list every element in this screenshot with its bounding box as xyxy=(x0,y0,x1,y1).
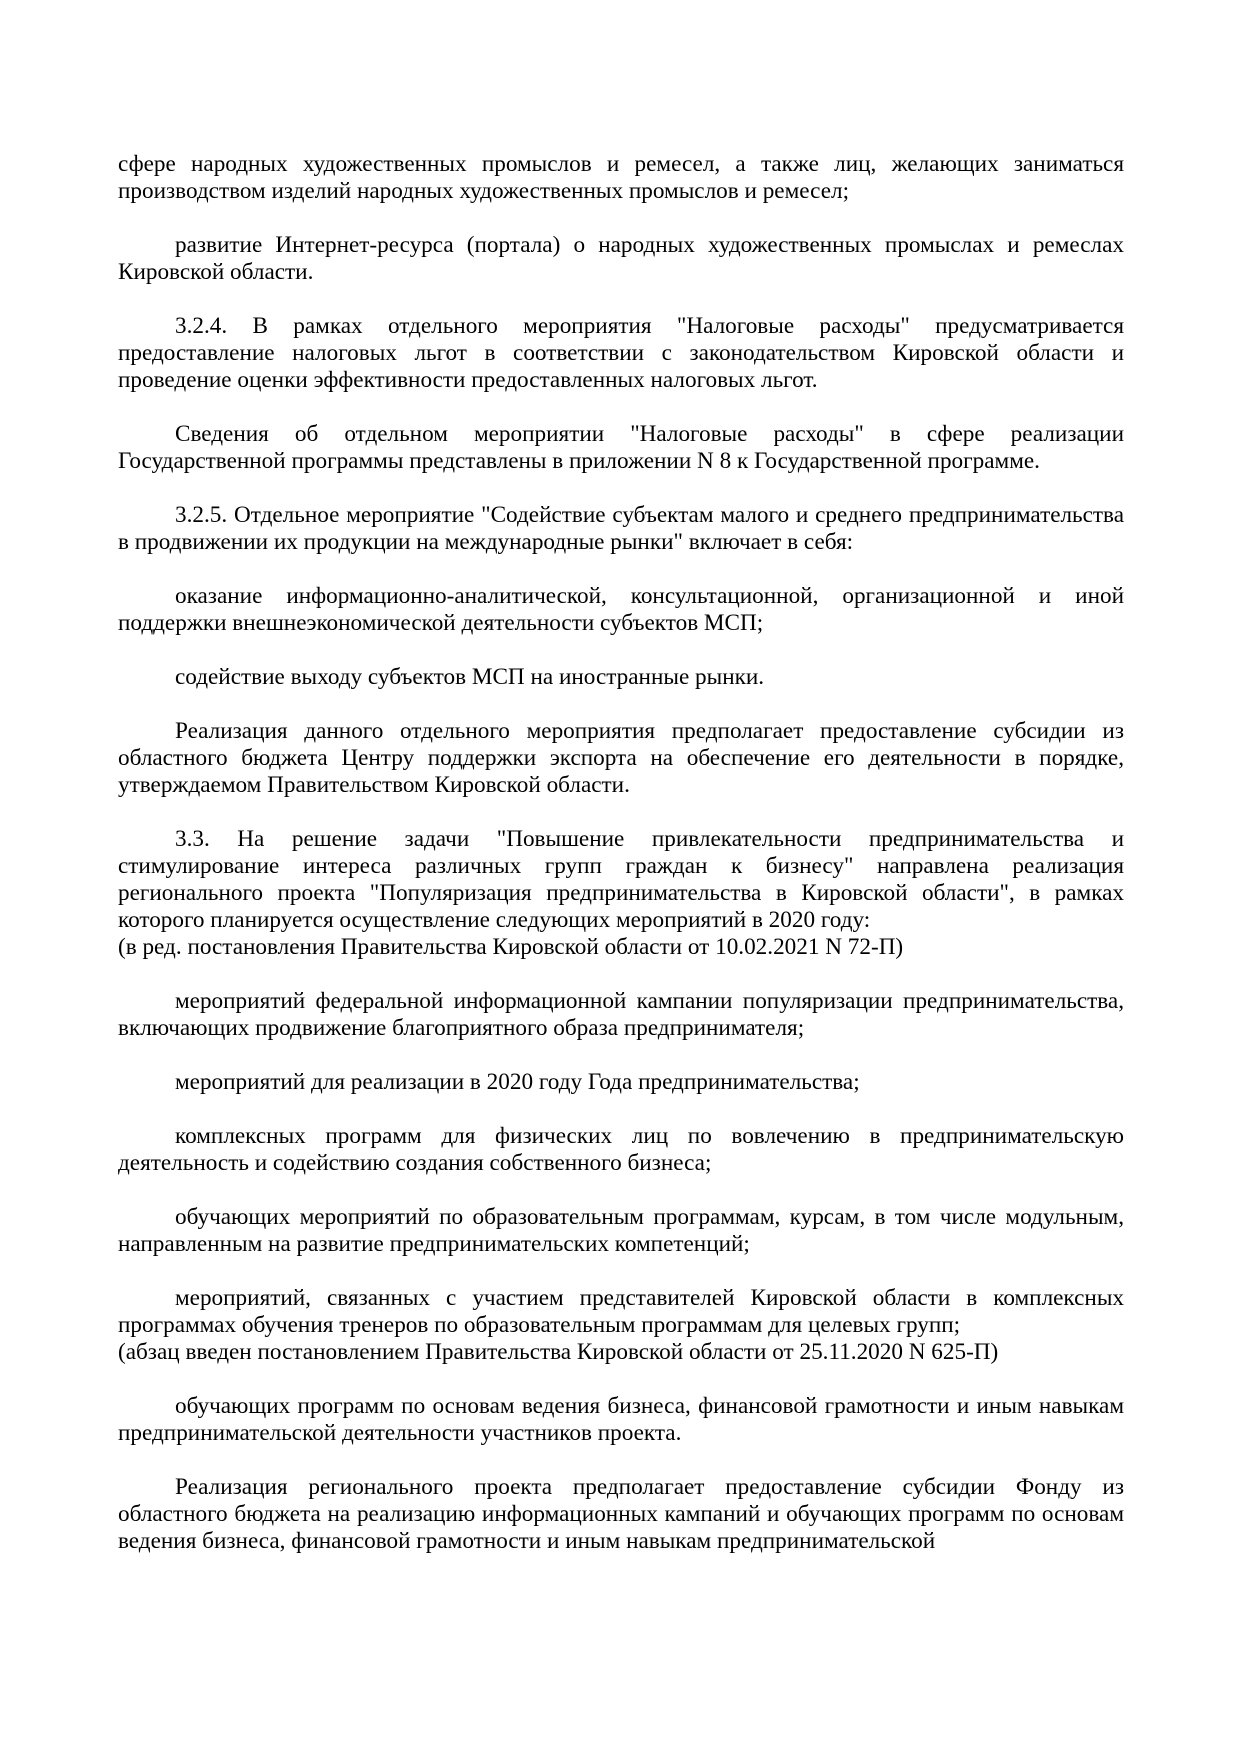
paragraph-foreign-markets: содействие выходу субъектов МСП на иностранные рынки. xyxy=(175,664,765,690)
paragraph-crafts-continuation: сфере народных художественных промыслов и ремесел, а также лиц, желающих заниматься производством изделий народных художественных промыслов и ремесел; xyxy=(118,151,1124,204)
paragraph-3-3: 3.3. На решение задачи "Повышение привлекательности предпринимательства и стимулирование интереса различных групп граждан к бизнесу" направлена реализация регионального проекта "Популяризация предпринимательства в Кировской области", в рамках которого планируется осуществление следующих мероприятий в 2020 году: xyxy=(118,826,1124,933)
paragraph-internet-portal: развитие Интернет-ресурса (портала) о народных художественных промыслах и ремеслах Кировской области. xyxy=(118,232,1124,285)
paragraph-federal-campaign: мероприятий федеральной информационной кампании популяризации предпринимательства, включающих продвижение благоприятного образа предпринимателя; xyxy=(118,988,1124,1041)
paragraph-complex-programs: комплексных программ для физических лиц по вовлечению в предпринимательскую деятельность и содействию создания собственного бизнеса; xyxy=(118,1123,1124,1176)
paragraph-3-2-5: 3.2.5. Отдельное мероприятие "Содействие субъектам малого и среднего предпринимательства в продвижении их продукции на международные рынки" включает в себя: xyxy=(118,502,1124,555)
paragraph-support-foreign-trade: оказание информационно-аналитической, консультационной, организационной и иной поддержки внешнеэкономической деятельности субъектов МСП; xyxy=(118,583,1124,636)
paragraph-regional-project-subsidy: Реализация регионального проекта предполагает предоставление субсидии Фонду из областного бюджета на реализацию информационных кампаний и обучающих программ по основам ведения бизнеса, финансовой грамотности и иным навыкам предпринимательской xyxy=(118,1474,1124,1554)
paragraph-business-basics: обучающих программ по основам ведения бизнеса, финансовой грамотности и иным навыкам предпринимательской деятельности участников проекта. xyxy=(118,1393,1124,1446)
paragraph-3-2-4: 3.2.4. В рамках отдельного мероприятия "Налоговые расходы" предусматривается предоставление налоговых льгот в соответствии с законодательством Кировской области и проведение оценки эффективности предоставленных налоговых льгот. xyxy=(118,313,1124,393)
paragraph-export-center-subsidy: Реализация данного отдельного мероприятия предполагает предоставление субсидии из областного бюджета Центру поддержки экспорта на обеспечение его деятельности в порядке, утверждаемом Правительством Кировской области. xyxy=(118,718,1124,798)
paragraph-training-events: обучающих мероприятий по образовательным программам, курсам, в том числе модульным, направленным на развитие предпринимательских компетенций; xyxy=(118,1204,1124,1257)
amendment-note-2021: (в ред. постановления Правительства Кировской области от 10.02.2021 N 72-П) xyxy=(118,934,904,960)
paragraph-tax-expenses-info: Сведения об отдельном мероприятии "Налоговые расходы" в сфере реализации Государственной программы представлены в приложении N 8 к Государственной программе. xyxy=(118,421,1124,474)
amendment-note-2020: (абзац введен постановлением Правительства Кировской области от 25.11.2020 N 625-П) xyxy=(118,1339,999,1365)
paragraph-year-of-entrepreneurship: мероприятий для реализации в 2020 году Года предпринимательства; xyxy=(175,1069,860,1095)
paragraph-trainer-programs: мероприятий, связанных с участием представителей Кировской области в комплексных программах обучения тренеров по образовательным программам для целевых групп; xyxy=(118,1285,1124,1338)
